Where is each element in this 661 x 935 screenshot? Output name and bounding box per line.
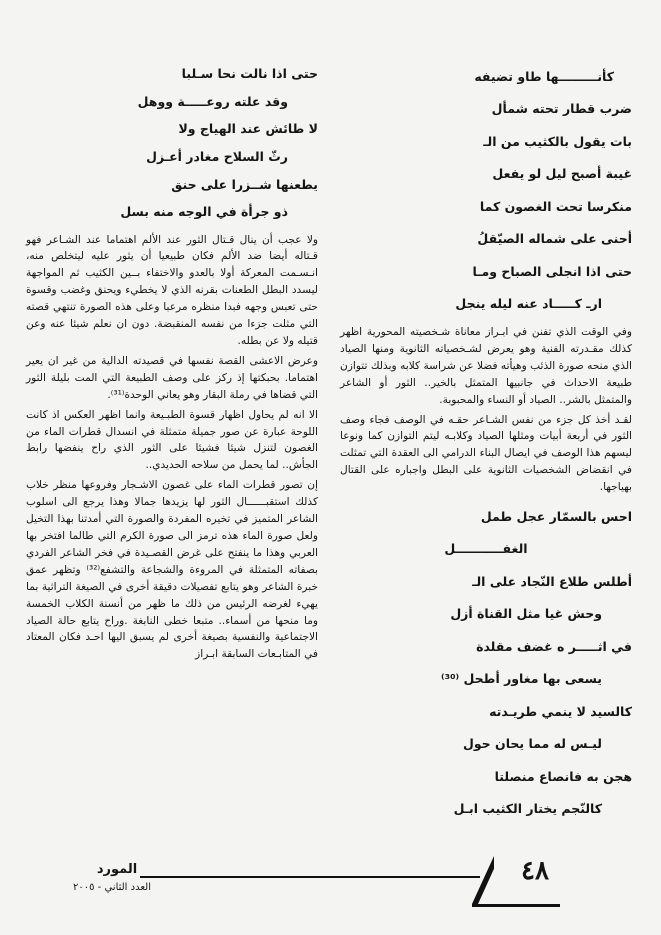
verse-line: ارـ كـــــاد عنه ليله ينجل xyxy=(455,296,602,312)
verse-line: وقد علته روعـــــة ووهل xyxy=(137,93,288,109)
verse-line: رثّ السلاح مغادر أعـزل xyxy=(146,149,288,165)
verse-line: الغفـــــــــــل xyxy=(444,541,528,557)
verse-line: كالسيد لا ينمي طريـدته xyxy=(489,703,632,719)
paragraph: وفي الوقت الذي تفنن في ابـراز معاناة شـخصيته المحورية اظهر كذلك مقـدرته الفنية وهو يعرض لشـخصياته الثانوية ومنها الصياد الذي منحه صورة الذئب وهيأته فضلا عن شراسة كلابه وبذلك تتوازن طبيعة الاحداث في جانبيها المتمثل بالخير.. الثور أو الشاعر والمتمثل بالشر.. الصياد أو النساء والمحبوبة. xyxy=(340,326,632,406)
verse-line: لا طائش عند الهياج ولا xyxy=(178,121,318,137)
verse-line: حتى اذا انجلى الصباح ومـا xyxy=(472,263,632,279)
footer-divider xyxy=(140,876,480,878)
verse-line: غيبة أصبح ليل لو يفعل xyxy=(492,166,632,182)
poem-block-3 xyxy=(26,60,318,226)
verse-line: أحنى على شماله الصيّقلُ xyxy=(477,231,632,247)
journal-name: المورد xyxy=(96,862,138,877)
verse-line: كأنـــــــــها طاو تضيفه xyxy=(474,68,614,84)
poem-block-2 xyxy=(340,500,632,825)
verse-line: بات يقول بالكثيب من الـ xyxy=(483,133,632,149)
verse-line: كالنّجم يختار الكثيب ابـل xyxy=(453,801,602,817)
verse-line: ضرب قطار تحته شمأل xyxy=(491,101,632,117)
verse-line: ذو جرأة في الوجه منه بسل xyxy=(120,204,288,220)
verse-line: منكرسا تحت الغصون كما xyxy=(479,198,632,214)
verse-line: وحش غيا مثل القناة أزل xyxy=(450,606,602,622)
verse-line: في اثـــــر ه غضف مقلدة xyxy=(476,638,632,654)
paragraph: لقـد أخذ كل جزء من نفس الشـاعر حقـه في الوصف فجاء وصف الثور في أربعة أبيات ومثلها الصياد وكلابـه ليتم التوازن كما ونوعا ليسهم هذا الوصف في ايصال البناء الدرامي الى العقدة التي تمثلت في انقضاض الشخصيات الثانوية على البطل واجباره على القتال بهياجها. xyxy=(340,413,632,494)
issue-label: العدد الثاني - ٢٠٠٥ xyxy=(73,882,151,893)
page-number-slant xyxy=(472,856,494,904)
verse-line: يسعى بها مغاور أطحل ⁽³⁰⁾ xyxy=(440,671,602,687)
left-column xyxy=(26,60,318,663)
paragraph: ولا عجب أن ينال قـتال الثور عند الألم اهتماما عند الشـاعر فهو قـتاله أيضا ضد الألم فكان طبيعيا أن يثور عليه ليتخلص منه، انـسـمت المعركة أولا بالعدو والاختفاء بــين الكثيب ثم المواجهة ليسدد البطل الطعنات بقرنه الذي لا يخطيء ويحنق وغضب وقسوة حتى تعبس وجهه فبدا منظره مرعبا وعلى هذه الصورة تنتهي قصته التي مثلت جزءا من نفسه المنقبضة. دون ان نعلم شيئا عنه وعن قتيله ولا عن بطله. xyxy=(26,233,318,347)
paragraph: إن تصور قطرات الماء على غصون الاشـجار وفروعها منظر خلاب كذلك استقبــــــال الثور لها يزيدها جمالا وهذا يرجع الى اسلوب الشاعر المتميز في تخيره المفردة والصورة التي أمدتنا بهذا التخيل ولعل صورة الماء هذه ترمز الى صورة الكرم التي طالما افتخر بها العربي وهذا ما ينفتح على غرض القصـيدة في فخر الشاعر الفردي بصفاته المتمثلة في المروءة والشجاعة والتشفع⁽³²⁾ وتظهر عمق خبرة الشاعر وهو يتابع تفصيلات دقيقة أخرى في الصيغة التراثية بما يهيء لغرضه الرئيس من ذلك ما ظهر من أنسنة الكلاب الخمسة وما منحها من أسماء.. متبعا خطى النابغة .وراح يتابع حالة الصياد الاجتماعية والنفسية بصيغة أخرى لم يسبق اليها احـد فكان المعتاد في المتابـعات السابقة ابـراز xyxy=(26,479,318,661)
verse-line: حتى اذا نالت نحا سـلبا xyxy=(181,66,318,82)
page-footer xyxy=(0,848,661,935)
verse-line: هجن به فانصاع منصلتا xyxy=(494,768,632,784)
verse-line: احس بالسمّار عجل طمل xyxy=(480,508,632,524)
verse-line: ليـس له مما يحان حول xyxy=(463,736,602,752)
poem-block-1 xyxy=(340,60,632,320)
paragraph: وعرض الاعشى القصة نفسها في قصيدته الدالية من غير ان يعير اهتماما. بحبكتها إذ ركز على وصف الطبيعة التي المت بليلة الثور التي قضاها في رملة البقار وهو يعاني الوحدة⁽³¹⁾. xyxy=(26,354,318,401)
verse-line: يطعنها شــزرا على حنق xyxy=(171,176,318,192)
page-number: ٤٨ xyxy=(521,856,549,886)
verse-line: أطلس طلاع النّجاد على الـ xyxy=(472,573,632,589)
paragraph: الا انه لم يحاول اظهار قسوة الطبـيعة وانما اظهر العكس اذ كانت اللوحة عبارة عن صور جميلة متمثلة في انسدال قطرات الماء من الغصون لتنزل شيئا فشيئا على الثور الذي راح ينفضها رابط الجأش.. لما يحمل من سلاحه الحديدي.. xyxy=(26,408,318,472)
right-column xyxy=(340,60,632,829)
